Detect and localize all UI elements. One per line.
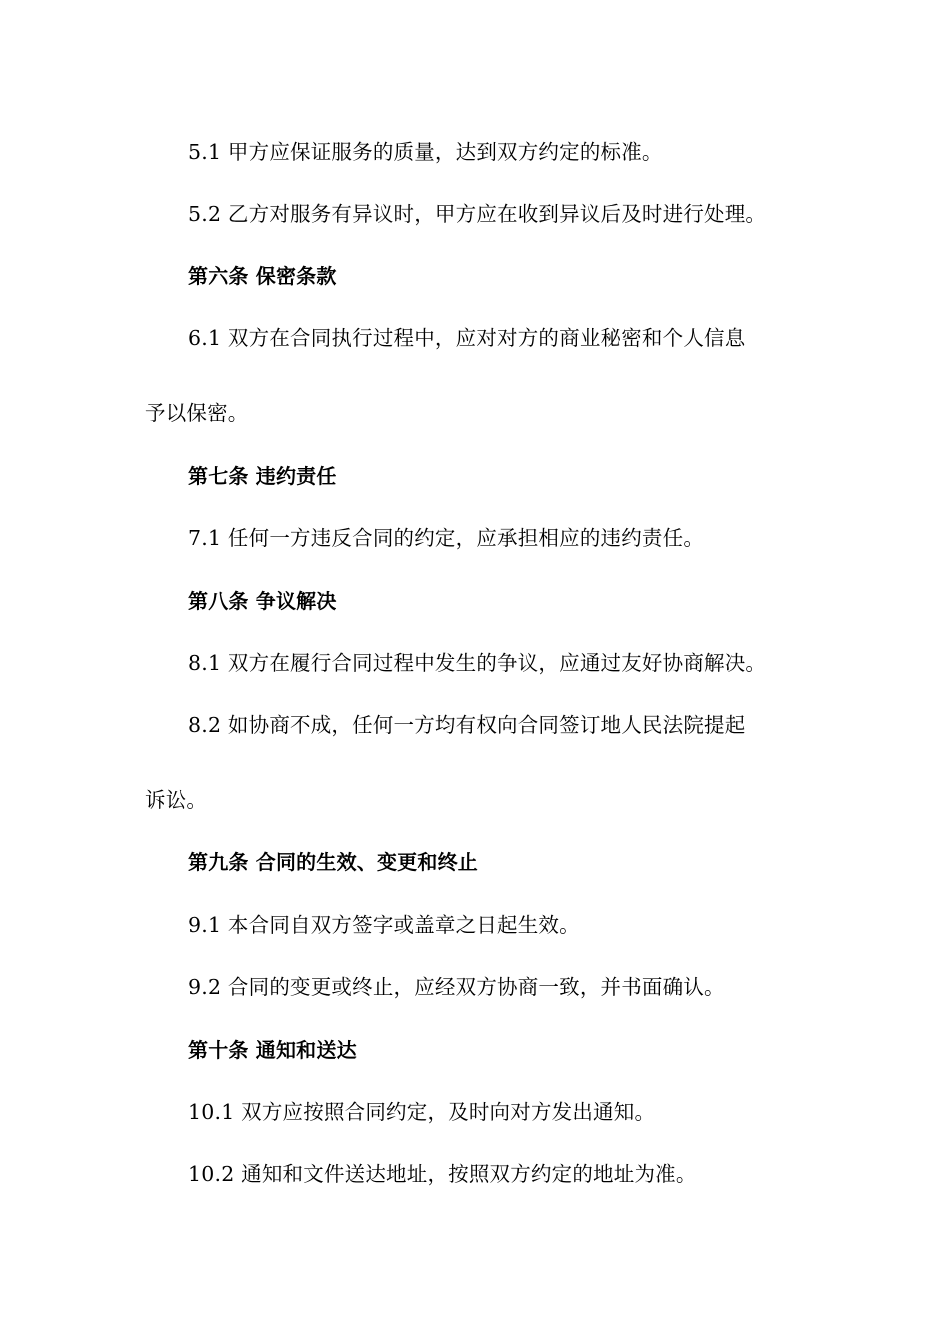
clause-5-2: 5.2 乙方对服务有异议时，甲方应在收到异议后及时进行处理。 xyxy=(188,202,767,226)
clause-9-1: 9.1 本合同自双方签字或盖章之日起生效。 xyxy=(188,913,580,937)
clause-9-2: 9.2 合同的变更或终止，应经双方协商一致，并书面确认。 xyxy=(188,975,725,999)
clause-8-1: 8.1 双方在履行合同过程中发生的争议，应通过友好协商解决。 xyxy=(188,651,767,675)
clause-7-1: 7.1 任何一方违反合同的约定，应承担相应的违约责任。 xyxy=(188,526,705,550)
clause-8-2-continued: 诉讼。 xyxy=(145,788,208,812)
clause-5-1: 5.1 甲方应保证服务的质量，达到双方约定的标准。 xyxy=(188,140,663,164)
heading-article-8: 第八条 争议解决 xyxy=(188,589,337,613)
clause-10-2: 10.2 通知和文件送达地址，按照双方约定的地址为准。 xyxy=(188,1162,697,1186)
clause-6-1-continued: 予以保密。 xyxy=(145,401,249,425)
heading-article-9: 第九条 合同的生效、变更和终止 xyxy=(188,850,478,874)
heading-article-10: 第十条 通知和送达 xyxy=(188,1038,357,1062)
heading-article-6: 第六条 保密条款 xyxy=(188,264,337,288)
clause-6-1: 6.1 双方在合同执行过程中，应对对方的商业秘密和个人信息 xyxy=(188,326,746,350)
heading-article-7: 第七条 违约责任 xyxy=(188,464,337,488)
clause-10-1: 10.1 双方应按照合同约定，及时向对方发出通知。 xyxy=(188,1100,656,1124)
clause-8-2: 8.2 如协商不成，任何一方均有权向合同签订地人民法院提起 xyxy=(188,713,746,737)
